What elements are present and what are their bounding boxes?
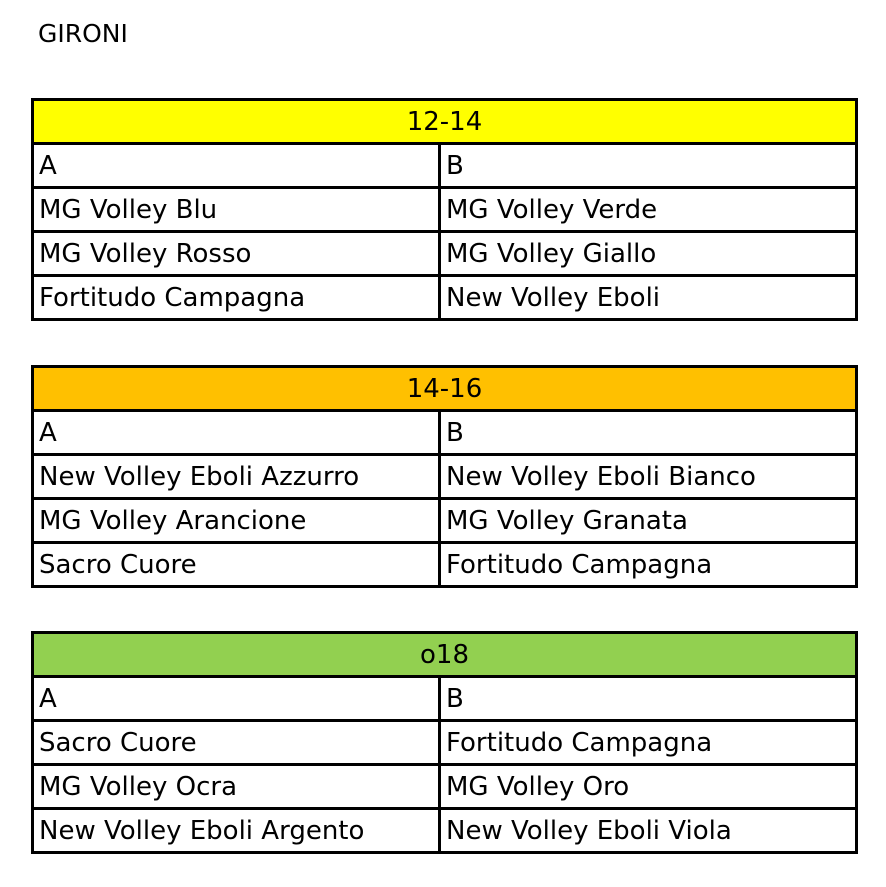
team-cell-b: MG Volley Verde [440,188,857,232]
column-label-a: A [33,144,440,188]
column-label-b: B [440,677,857,721]
team-cell-b: New Volley Eboli Viola [440,809,857,853]
group-table-14-16 [31,365,858,588]
group-header-cell: 14-16 [33,367,857,411]
column-label-b: B [440,144,857,188]
group-header-row [33,633,857,677]
column-label-row [33,677,857,721]
team-cell-a: MG Volley Rosso [33,232,440,276]
table-row [33,543,857,587]
team-cell-b: MG Volley Granata [440,499,857,543]
team-cell-a: MG Volley Blu [33,188,440,232]
group-header-row [33,100,857,144]
group-header-row [33,367,857,411]
table-row [33,276,857,320]
team-cell-a: MG Volley Ocra [33,765,440,809]
column-label-row [33,411,857,455]
table-row [33,499,857,543]
team-cell-a: Fortitudo Campagna [33,276,440,320]
group-header-cell: 12-14 [33,100,857,144]
table-row [33,809,857,853]
team-cell-b: Fortitudo Campagna [440,721,857,765]
team-cell-b: New Volley Eboli [440,276,857,320]
table-row [33,232,857,276]
team-cell-b: New Volley Eboli Bianco [440,455,857,499]
team-cell-a: Sacro Cuore [33,543,440,587]
column-label-a: A [33,677,440,721]
table-row [33,765,857,809]
group-table-12-14 [31,98,858,321]
group-header-cell: o18 [33,633,857,677]
team-cell-a: MG Volley Arancione [33,499,440,543]
team-cell-b: MG Volley Oro [440,765,857,809]
table-row [33,455,857,499]
table-row [33,721,857,765]
page-title: GIRONI [38,19,128,48]
group-table-o18 [31,631,858,854]
team-cell-a: Sacro Cuore [33,721,440,765]
team-cell-a: New Volley Eboli Argento [33,809,440,853]
column-label-row [33,144,857,188]
table-row [33,188,857,232]
column-label-a: A [33,411,440,455]
team-cell-b: MG Volley Giallo [440,232,857,276]
team-cell-a: New Volley Eboli Azzurro [33,455,440,499]
team-cell-b: Fortitudo Campagna [440,543,857,587]
column-label-b: B [440,411,857,455]
